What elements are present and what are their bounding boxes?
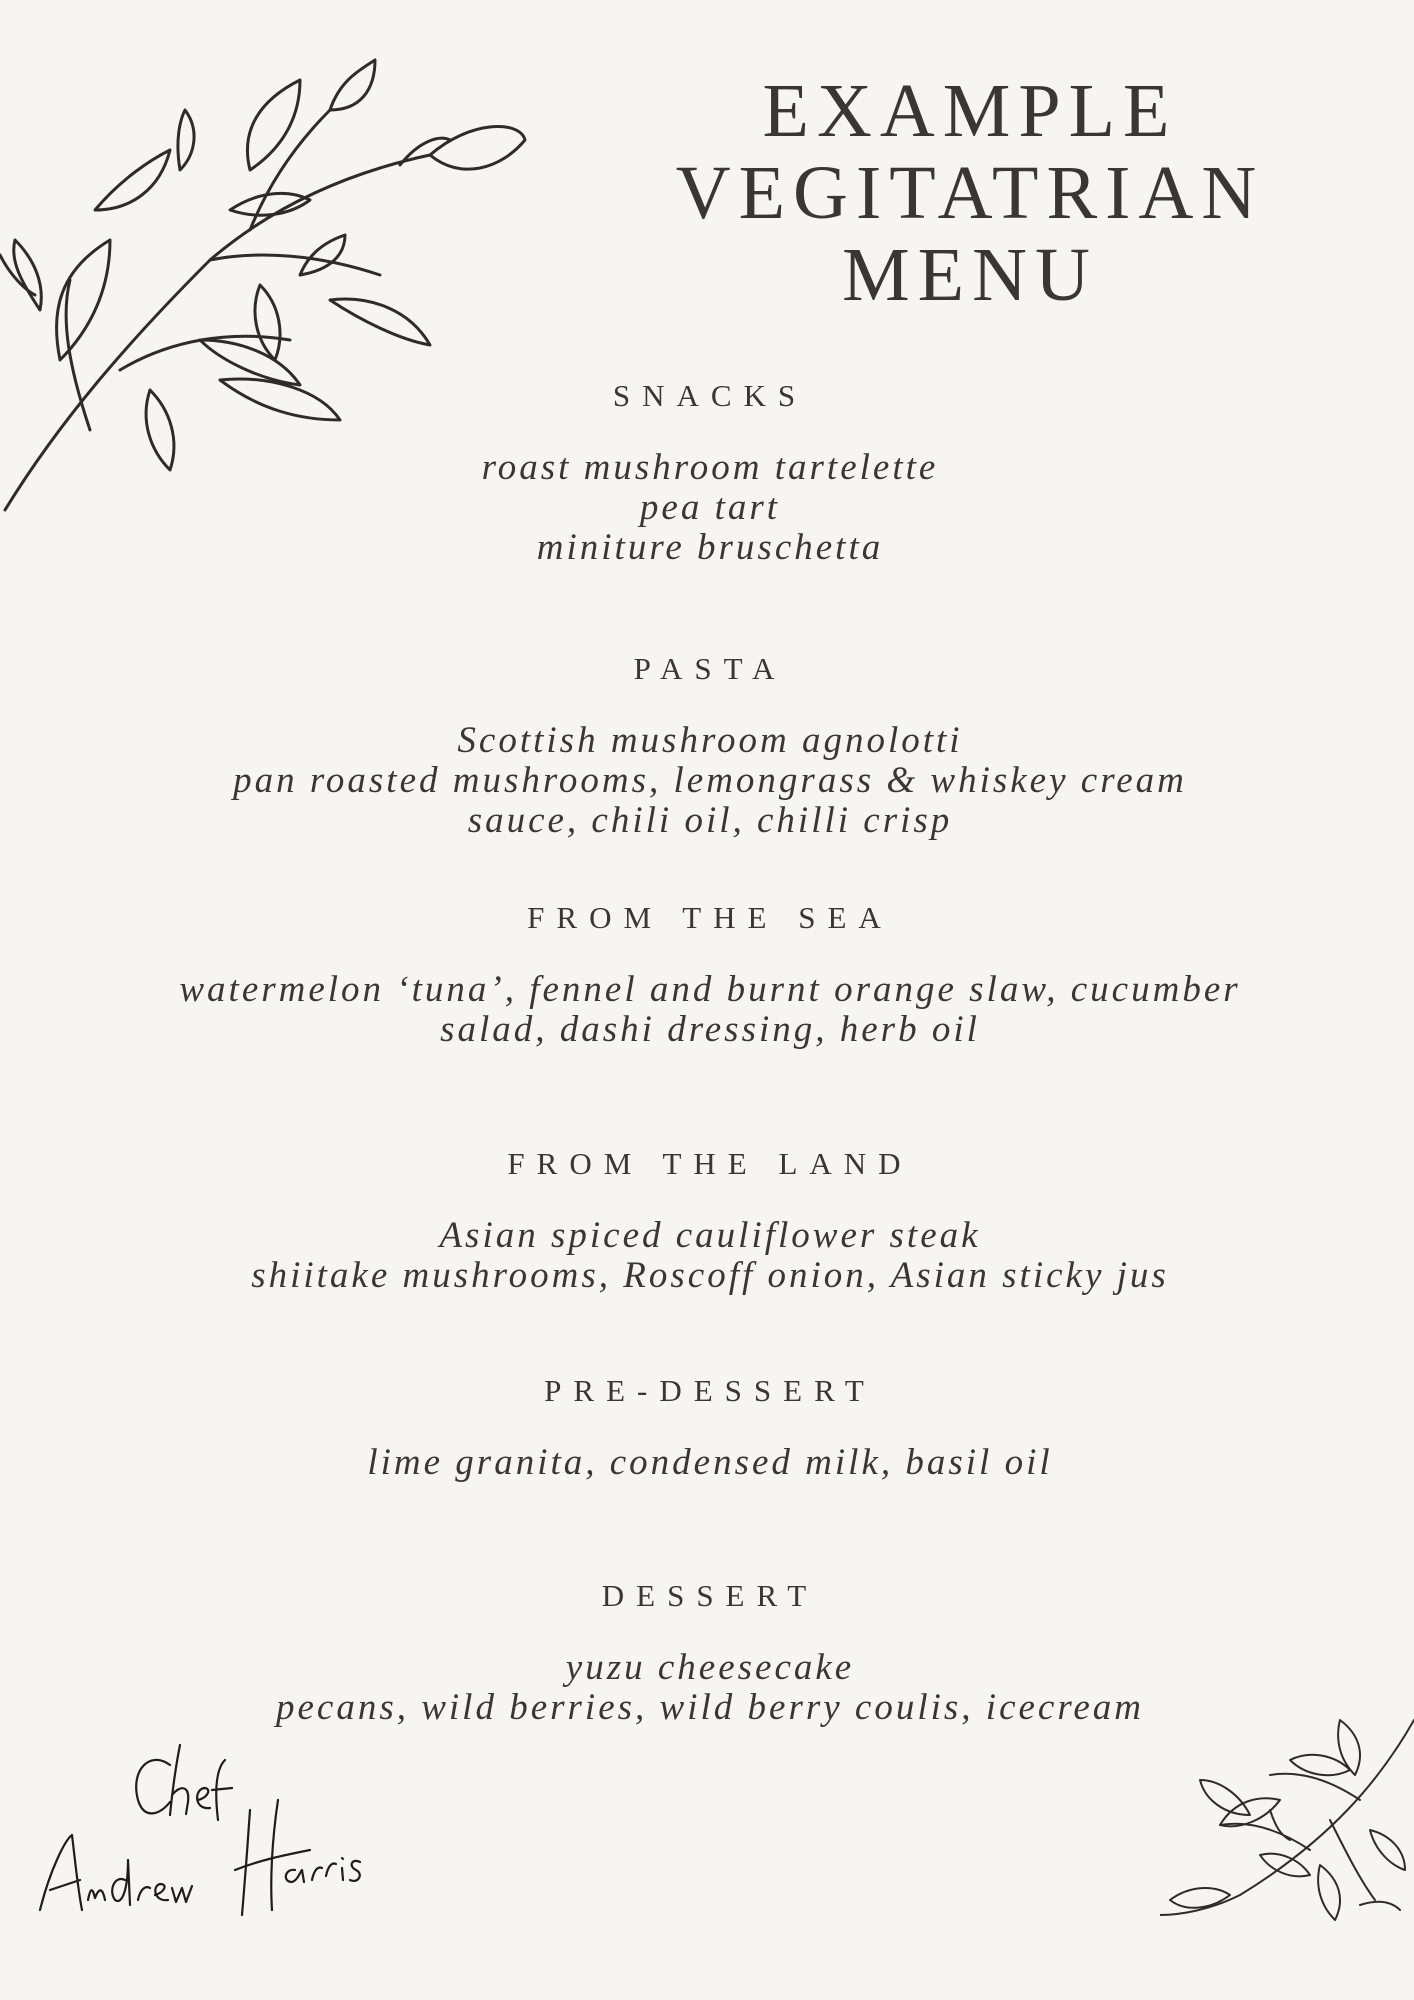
menu-section-snacks	[60, 378, 1360, 568]
section-heading: SNACKS	[612, 378, 808, 413]
menu-section-pasta	[60, 651, 1360, 841]
section-heading: FROM THE SEA	[527, 900, 893, 935]
menu-section-pre-dessert	[60, 1373, 1360, 1483]
menu-item: shiitake mushrooms, Roscoff onion, Asian sticky jus	[251, 1255, 1169, 1296]
menu-item: lime granita, condensed milk, basil oil	[367, 1442, 1053, 1483]
chef-signature	[20, 1740, 380, 1940]
section-heading: PASTA	[633, 651, 787, 686]
leafy-branch-illustration	[1160, 1700, 1414, 1940]
menu-title-line: VEGITATRIAN	[675, 151, 1265, 235]
section-heading: DESSERT	[601, 1578, 819, 1613]
menu-item: miniture bruschetta	[536, 527, 884, 568]
menu-item: sauce, chili oil, chilli crisp	[467, 800, 953, 841]
section-heading: FROM THE LAND	[507, 1146, 913, 1181]
menu-item: pecans, wild berries, wild berry coulis, icecream	[275, 1687, 1145, 1728]
menu-title-line: MENU	[842, 233, 1098, 317]
menu-item: pan roasted mushrooms, lemongrass & whiskey cream	[233, 760, 1187, 801]
menu-item: watermelon ‘tuna’, fennel and burnt orange slaw, cucumber	[179, 969, 1241, 1010]
menu-item: Scottish mushroom agnolotti	[457, 720, 963, 761]
menu-title	[640, 70, 1300, 316]
menu-item: roast mushroom tartelette	[481, 447, 939, 488]
menu-item: Asian spiced cauliflower steak	[439, 1215, 981, 1256]
section-heading: PRE-DESSERT	[544, 1373, 876, 1408]
menu-item: pea tart	[639, 487, 781, 528]
menu-section-from-the-sea	[60, 900, 1360, 1050]
menu-item: yuzu cheesecake	[565, 1647, 855, 1688]
menu-section-from-the-land	[60, 1146, 1360, 1296]
menu-title-line: EXAMPLE	[762, 69, 1178, 153]
menu-item: salad, dashi dressing, herb oil	[440, 1009, 980, 1050]
